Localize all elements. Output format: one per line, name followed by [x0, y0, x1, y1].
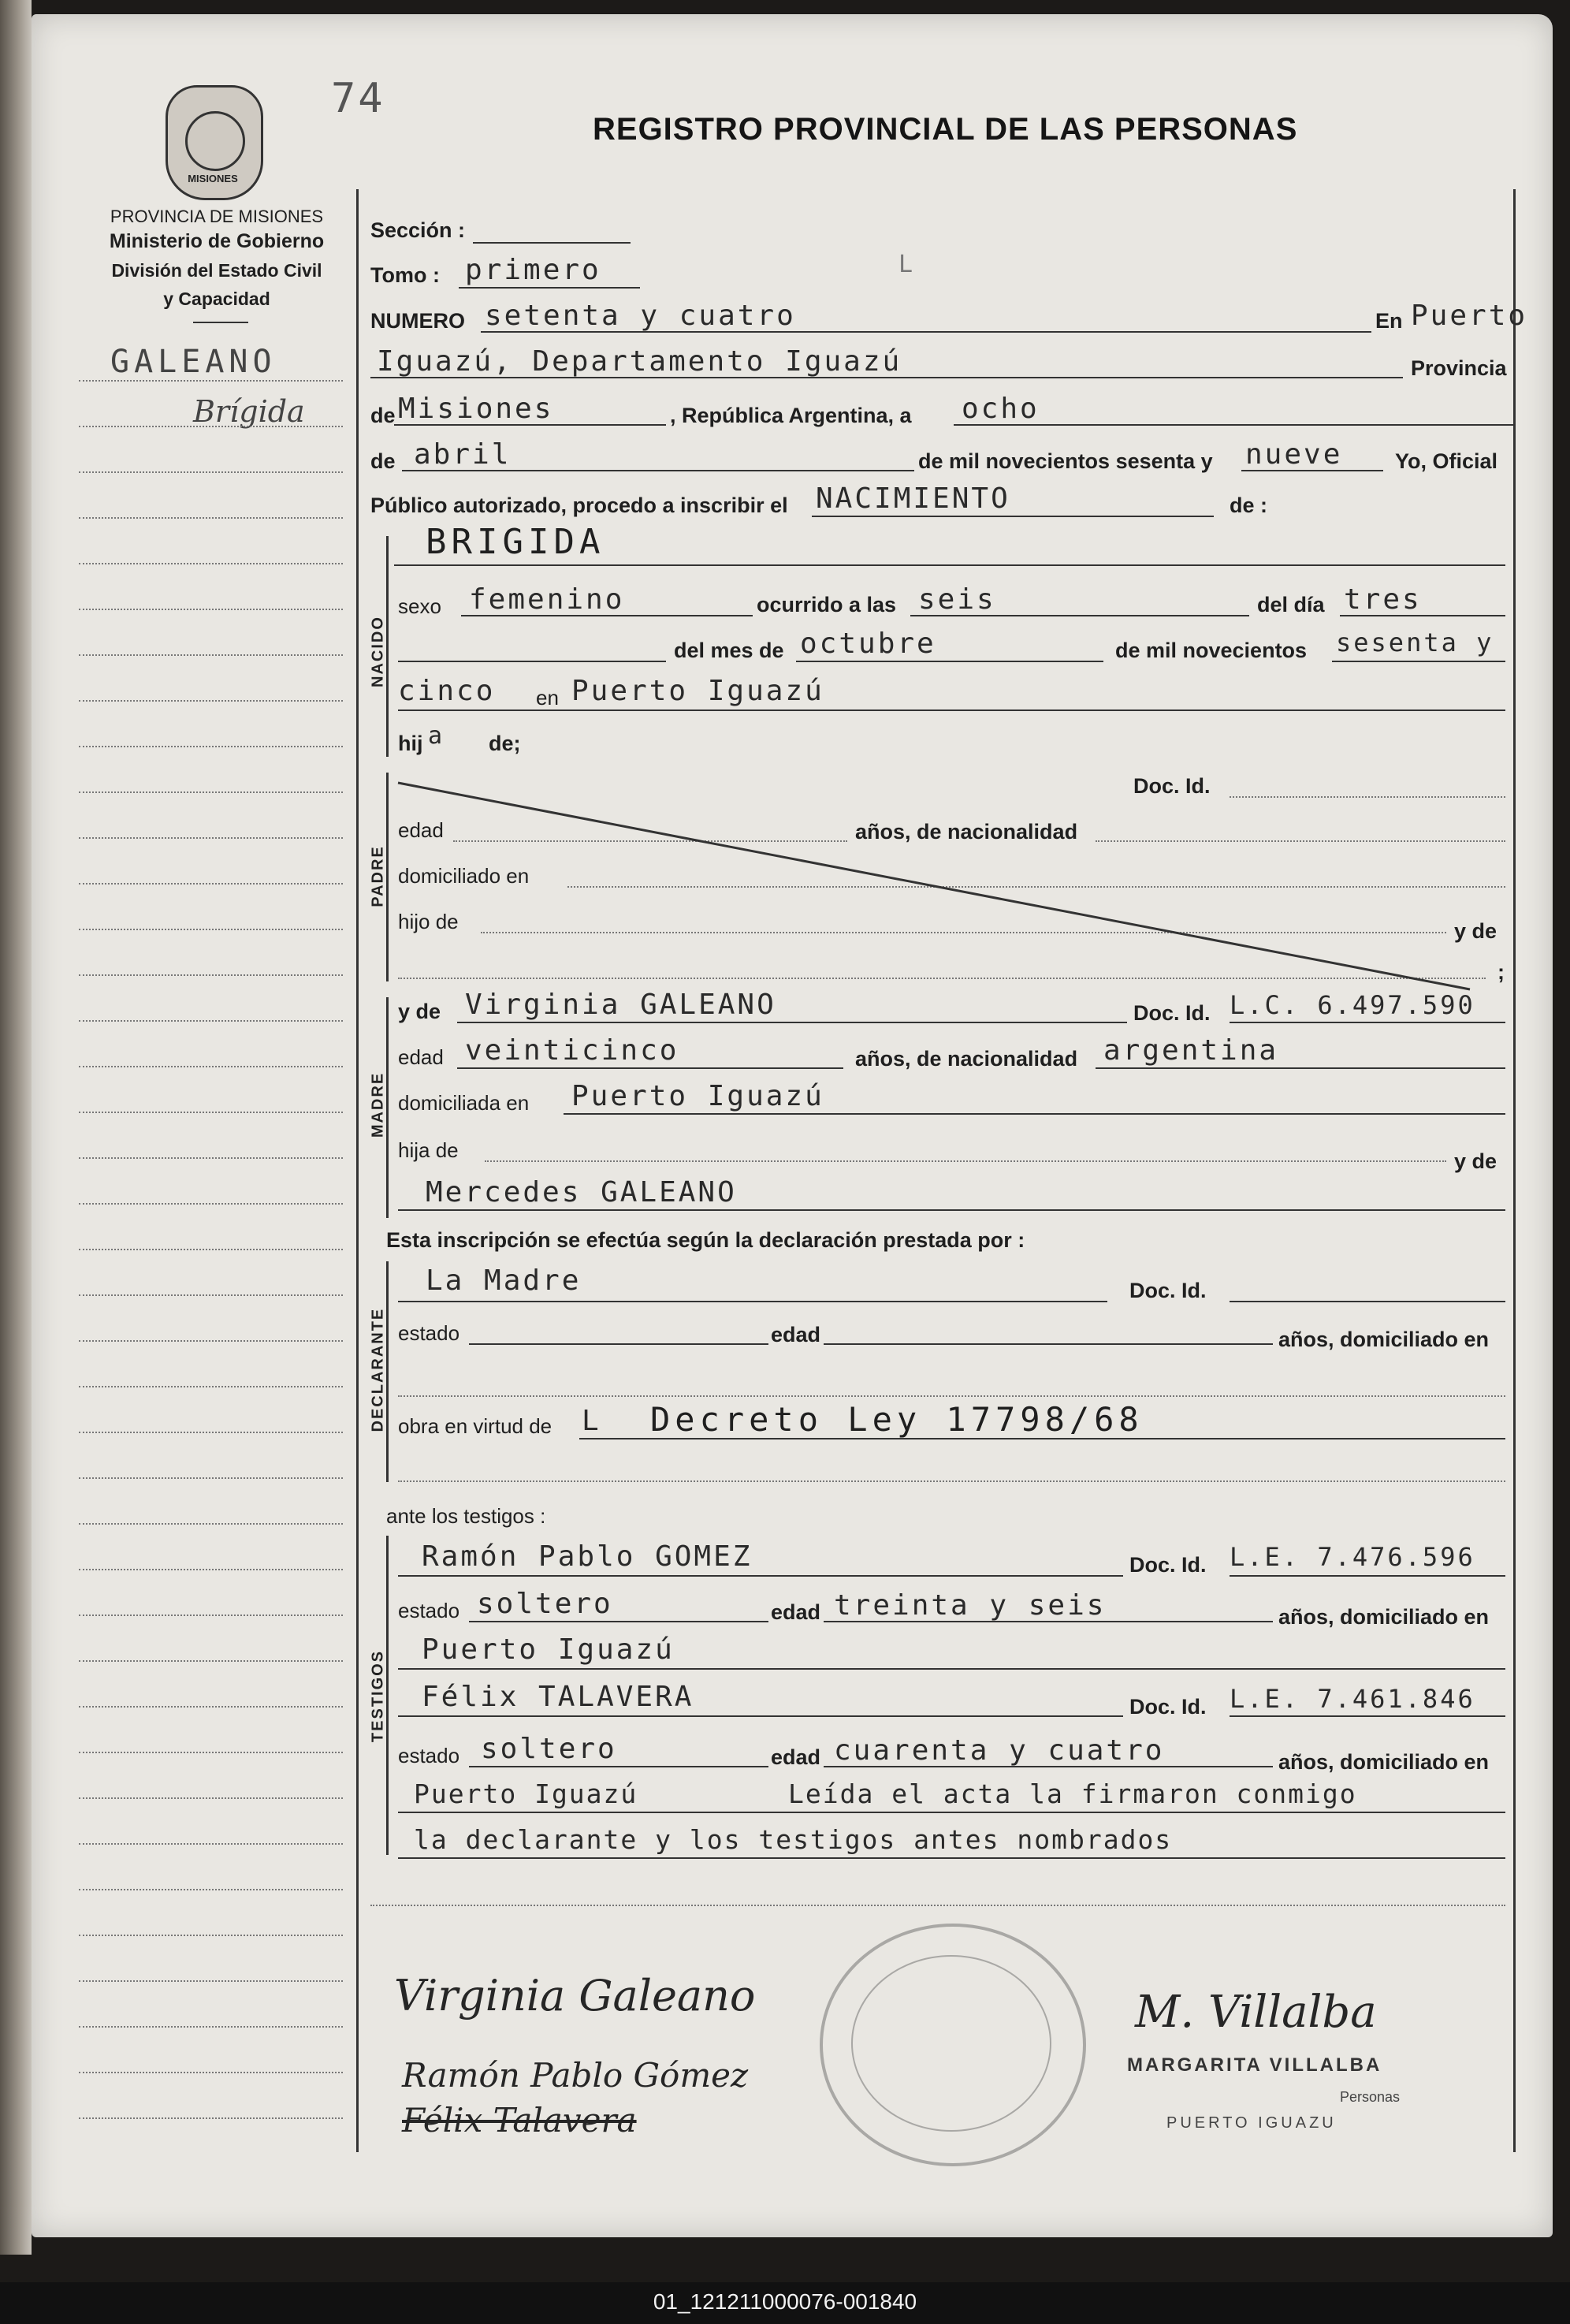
margin-ruled-line: [79, 1340, 343, 1342]
margin-ruled-line: [79, 1615, 343, 1616]
label-del-dia: del día: [1257, 593, 1325, 616]
label-en-nac: en: [536, 686, 559, 709]
label-testigo2-anos: años, domiciliado en: [1278, 1750, 1490, 1774]
testigo2-estado: soltero: [481, 1733, 617, 1765]
place-line-value: Iguazú, Departamento Iguazú: [377, 345, 902, 378]
provincia-value: Misiones: [398, 393, 554, 425]
testigo1-estado-line: [469, 1621, 768, 1622]
closing-line1-rule: [398, 1812, 1505, 1813]
madre-nombre: Virginia GALEANO: [465, 989, 776, 1021]
side-label-madre: MADRE: [369, 1071, 387, 1138]
declarante-extra-line: [398, 1480, 1505, 1482]
sexo-line: [461, 615, 753, 616]
hora-value: seis: [918, 583, 996, 616]
lugar-nac-line: [398, 709, 1505, 711]
declarante-estado-line: [469, 1343, 768, 1345]
margin-ruled-line: [79, 1843, 343, 1845]
margin-ruled-line: [79, 1020, 343, 1022]
mes-nac-value: octubre: [800, 628, 936, 660]
margin-ruled-line: [79, 1569, 343, 1570]
registry-round-stamp-inner: [851, 1955, 1051, 2132]
obra-line: [579, 1438, 1505, 1439]
obra-prefix: L: [582, 1405, 601, 1437]
testigo2-doc: L.E. 7.461.846: [1230, 1684, 1475, 1714]
margin-ruled-line: [79, 929, 343, 930]
label-padre-doc: Doc. Id.: [1133, 774, 1211, 798]
madre-dom-line: [564, 1113, 1505, 1115]
margin-ruled-line: [79, 1935, 343, 1936]
margin-ruled-line: [79, 837, 343, 839]
signature-witness2: Félix Talavera: [402, 2101, 637, 2140]
testigo1-edad: treinta y seis: [834, 1589, 1107, 1622]
madre-hija-de-line: [485, 1160, 1446, 1162]
margin-ruled-line: [79, 1112, 343, 1113]
label-en: En: [1375, 309, 1403, 333]
testigo1-estado: soltero: [477, 1588, 613, 1620]
anio-nac-2: cinco: [398, 675, 496, 707]
label-testigo1-estado: estado: [398, 1599, 460, 1622]
label-testigo2-estado: estado: [398, 1744, 460, 1767]
margin-surname: GALEANO: [110, 344, 277, 380]
margin-given-name: Brígida: [193, 394, 305, 429]
provincial-emblem-icon: [166, 85, 263, 200]
label-testigo1-anos: años, domiciliado en: [1278, 1605, 1490, 1629]
label-testigo2-doc: Doc. Id.: [1129, 1695, 1207, 1719]
margin-ruled-line: [79, 1889, 343, 1890]
hora-line: [910, 615, 1249, 616]
margin-ruled-line: [79, 974, 343, 976]
madre-madre-line: [398, 1209, 1505, 1211]
label-declarante-anos: años, domiciliado en: [1278, 1328, 1490, 1351]
madre-madre-nombre: Mercedes GALEANO: [426, 1176, 737, 1209]
label-declarante-doc: Doc. Id.: [1129, 1279, 1207, 1302]
margin-ruled-line: [79, 791, 343, 793]
label-hijo-de: hijo de: [398, 910, 459, 933]
nacido-nombre: BRIGIDA: [426, 522, 605, 562]
madre-doc: L.C. 6.497.590: [1230, 990, 1475, 1020]
madre-nombre-line: [457, 1022, 1127, 1023]
lugar-nac-value: Puerto Iguazú: [571, 675, 824, 707]
right-border-rule: [1513, 189, 1516, 2152]
margin-ruled-line: [79, 1706, 343, 1708]
mes-line: [402, 470, 914, 471]
testigo1-nombre-line: [398, 1575, 1123, 1577]
label-yo-oficial: Yo, Oficial: [1395, 449, 1498, 473]
officer-stamp-place: PUERTO IGUAZU: [1166, 2114, 1337, 2132]
label-sexo: sexo: [398, 594, 441, 618]
testigo1-nombre: Ramón Pablo GOMEZ: [422, 1540, 753, 1573]
declarante-dom-line: [398, 1395, 1505, 1397]
closing-line2: la declarante y los testigos antes nombrados: [414, 1824, 1173, 1855]
margin-ruled-line: [79, 380, 343, 382]
label-hij-de: de;: [489, 732, 521, 755]
tomo-value: primero: [465, 254, 601, 286]
testigo1-domicilio: Puerto Iguazú: [422, 1633, 675, 1666]
tomo-mark: L: [898, 251, 916, 278]
label-testigo1-doc: Doc. Id.: [1129, 1553, 1207, 1577]
declarante-nombre: La Madre: [426, 1264, 582, 1297]
label-obra: obra en virtud de: [398, 1414, 552, 1438]
testigo2-domicilio: Puerto Iguazú: [414, 1778, 638, 1809]
margin-ruled-line: [79, 471, 343, 473]
book-spine: [0, 0, 32, 2255]
image-identifier: 01_121211000076-001840: [653, 2289, 917, 2314]
label-madre-nac: años, de nacionalidad: [855, 1047, 1078, 1071]
testigo1-doc: L.E. 7.476.596: [1230, 1542, 1475, 1572]
margin-ruled-line: [79, 1477, 343, 1479]
margin-ruled-line: [79, 1797, 343, 1799]
side-label-padre: PADRE: [369, 845, 387, 907]
testigo1-dom-line: [398, 1668, 1505, 1670]
margin-ruled-line: [79, 2026, 343, 2028]
testigo2-doc-line: [1230, 1715, 1505, 1717]
margin-ruled-line: [79, 1523, 343, 1525]
label-numero: NUMERO: [370, 309, 465, 333]
margin-ruled-line: [79, 2072, 343, 2073]
declarante-edad-line: [824, 1343, 1273, 1345]
org-division: División del Estado Civil: [111, 260, 322, 281]
madre-nac-line: [1096, 1067, 1505, 1069]
margin-ruled-line: [79, 746, 343, 747]
declarante-nombre-line: [398, 1301, 1107, 1302]
madre-edad: veinticinco: [465, 1034, 679, 1067]
acto-value: NACIMIENTO: [816, 482, 1010, 515]
signature-mother: Virginia Galeano: [394, 1971, 756, 2020]
label-de-mil: de mil novecientos sesenta y: [918, 449, 1213, 473]
label-esta-inscripcion: Esta inscripción se efectúa según la declaración prestada por :: [386, 1228, 1025, 1252]
label-padre-dom: domiciliado en: [398, 864, 530, 888]
label-provincia: Provincia: [1411, 356, 1507, 380]
dia-line: [954, 424, 1513, 426]
label-madre-y-de-2: y de: [1454, 1149, 1497, 1173]
dia-nac-value: tres: [1344, 583, 1422, 616]
margin-ruled-line: [79, 1660, 343, 1662]
label-padre-semicolon: ;: [1497, 960, 1505, 984]
label-ante-testigos: ante los testigos :: [386, 1504, 546, 1528]
madre-doc-line: [1230, 1022, 1505, 1023]
margin-column-rule: [356, 189, 359, 2152]
page-title: REGISTRO PROVINCIAL DE LAS PERSONAS: [593, 112, 1298, 147]
margin-ruled-line: [79, 654, 343, 656]
side-label-nacido: NACIDO: [369, 616, 387, 687]
label-declarante-edad: edad: [771, 1323, 821, 1346]
margin-ruled-line: [79, 517, 343, 519]
padre-cancel-strike: [390, 777, 1474, 993]
emblem-label: MISIONES: [188, 173, 238, 184]
margin-ruled-line: [79, 1432, 343, 1433]
numero-line: [481, 331, 1371, 333]
margin-ruled-line: [79, 1980, 343, 1982]
madre-edad-line: [457, 1067, 843, 1069]
label-declarante-estado: estado: [398, 1321, 460, 1345]
margin-ruled-line: [79, 1386, 343, 1387]
margin-ruled-line: [79, 1294, 343, 1296]
label-ocurrido: ocurrido a las: [757, 593, 897, 616]
testigo1-edad-line: [824, 1621, 1273, 1622]
label-madre-doc: Doc. Id.: [1133, 1001, 1211, 1025]
tomo-line: [459, 287, 640, 289]
label-republica: , República Argentina, a: [670, 404, 912, 427]
margin-ruled-line: [79, 563, 343, 564]
testigo1-doc-line: [1230, 1575, 1505, 1577]
sexo-value: femenino: [469, 583, 625, 616]
label-madre-dom: domiciliada en: [398, 1091, 530, 1115]
obra-ley: Decreto Ley 17798/68: [650, 1400, 1144, 1439]
anio-nac-1: sesenta y: [1336, 628, 1494, 657]
madre-nacionalidad: argentina: [1103, 1034, 1279, 1067]
label-madre-y-de: y de: [398, 1000, 441, 1023]
testigo2-nombre: Félix TALAVERA: [422, 1681, 694, 1713]
margin-ruled-line: [79, 1249, 343, 1250]
dia-nac-line: [1340, 615, 1505, 616]
closing-line1: Leída el acta la firmaron conmigo: [788, 1778, 1357, 1809]
anio-value: nueve: [1245, 438, 1343, 471]
margin-ruled-line: [79, 700, 343, 702]
officer-stamp-name: MARGARITA VILLALBA: [1127, 2054, 1382, 2076]
org-ministry: Ministerio de Gobierno: [109, 230, 325, 252]
org-divider: [193, 322, 248, 323]
testigo2-edad: cuarenta y cuatro: [834, 1734, 1165, 1767]
testigo2-estado-line: [469, 1766, 768, 1767]
folio-number: 74: [331, 75, 385, 122]
label-padre-y-de: y de: [1454, 919, 1497, 943]
margin-ruled-line: [79, 1752, 343, 1753]
place-line: [370, 377, 1403, 378]
side-label-declarante: DECLARANTE: [369, 1307, 387, 1432]
del-mes-blank-line: [398, 661, 666, 662]
margin-ruled-line: [79, 1157, 343, 1159]
seccion-line: [473, 242, 631, 244]
margin-ruled-line: [79, 883, 343, 885]
anio-line: [1241, 470, 1383, 471]
anio-nac-line: [1332, 661, 1505, 662]
label-padre-edad: edad: [398, 818, 444, 842]
label-madre-edad: edad: [398, 1045, 444, 1069]
mes-value: abril: [414, 438, 512, 471]
label-testigo2-edad: edad: [771, 1745, 821, 1769]
org-province: PROVINCIA DE MISIONES: [110, 207, 324, 226]
label-del-mes: del mes de: [674, 639, 784, 662]
extra-dotted-line-1: [370, 1905, 1505, 1906]
margin-ruled-line: [79, 426, 343, 427]
testigo2-edad-line: [824, 1766, 1273, 1767]
label-hija-de: hija de: [398, 1138, 459, 1162]
label-publico: Público autorizado, procedo a inscribir el: [370, 493, 788, 517]
madre-domicilio: Puerto Iguazú: [571, 1080, 824, 1112]
margin-ruled-line: [79, 1203, 343, 1205]
margin-ruled-line: [79, 609, 343, 610]
acto-line: [812, 516, 1214, 517]
nacido-nombre-line: [394, 564, 1505, 566]
label-de-provincia: de: [370, 404, 396, 427]
hij-suffix: a: [428, 722, 445, 750]
label-testigo1-edad: edad: [771, 1600, 821, 1624]
margin-ruled-line: [79, 1066, 343, 1067]
label-hij: hij: [398, 732, 423, 755]
dia-value: ocho: [962, 393, 1040, 425]
label-de-colon: de :: [1230, 493, 1268, 517]
label-de-mes: de: [370, 449, 396, 473]
officer-stamp-line2: Personas: [1340, 2089, 1401, 2105]
label-padre-nac: años, de nacionalidad: [855, 820, 1078, 844]
closing-line2-rule: [398, 1857, 1505, 1859]
signature-officer: M. Villalba: [1135, 1987, 1377, 2038]
label-de-mil-nov: de mil novecientos: [1115, 639, 1308, 662]
mes-nac-line: [796, 661, 1103, 662]
en-value: Puerto: [1411, 300, 1528, 332]
org-capacity: y Capacidad: [163, 289, 270, 309]
signature-witness1: Ramón Pablo Gómez: [402, 2056, 749, 2095]
label-seccion: Sección :: [370, 218, 466, 242]
testigo2-nombre-line: [398, 1715, 1123, 1717]
label-tomo: Tomo :: [370, 263, 440, 287]
numero-value: setenta y cuatro: [485, 300, 796, 332]
margin-ruled-line: [79, 2117, 343, 2119]
declarante-doc-line: [1230, 1301, 1505, 1302]
side-label-testigos: TESTIGOS: [369, 1649, 387, 1743]
provincia-line: [394, 424, 666, 426]
